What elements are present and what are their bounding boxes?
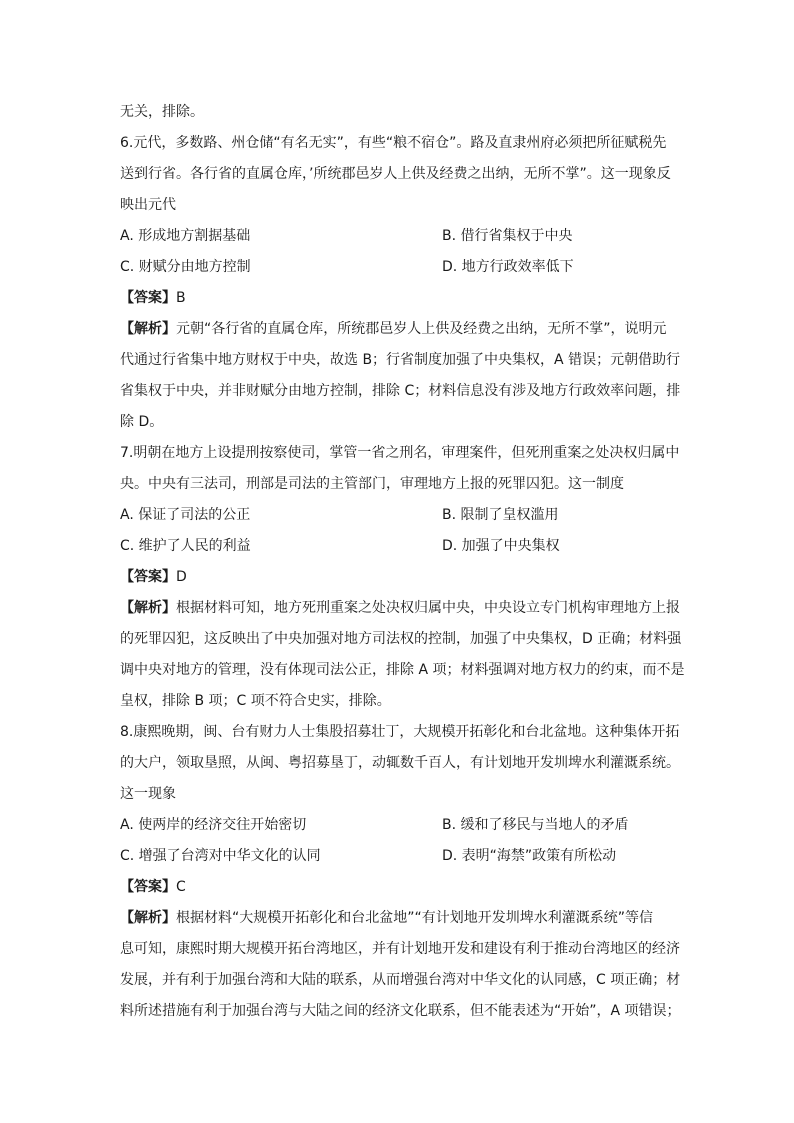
option-a: A. 保证了司法的公正 bbox=[120, 507, 251, 523]
analysis-line: 调中央对地方的管理，没有体现司法公正，排除 A 项；材料强调对地方权力的约束，而不是 bbox=[120, 662, 685, 678]
options-row bbox=[120, 841, 680, 872]
answer-line bbox=[120, 283, 680, 314]
question-stem-line: 6.元代，多数路、州仓储“有名无实”，有些“粮不宿仓”。路及直隶州府必须把所征赋税先 bbox=[120, 135, 667, 151]
answer-line bbox=[120, 562, 680, 593]
option-a: A. 使两岸的经济交往开始密切 bbox=[120, 817, 307, 833]
option-c: C. 增强了台湾对中华文化的认同 bbox=[120, 848, 321, 864]
analysis-line: 料所述措施有利于加强台湾与大陆之间的经济文化联系，但不能表述为“开始”，A 项错误； bbox=[120, 1003, 681, 1019]
document-page bbox=[120, 97, 685, 1027]
option-c: C. 财赋分由地方控制 bbox=[120, 259, 251, 275]
question-stem-line: 的大户，领取垦照，从闽、粤招募垦丁，动辄数千百人，有计划地开发圳埤水利灌溉系统。 bbox=[120, 755, 680, 771]
analysis-line: 发展，并有利于加强台湾和大陆的联系，从而增强台湾对中华文化的认同感，C 项正确；材 bbox=[120, 972, 681, 988]
analysis-line: 除 D。 bbox=[120, 414, 164, 430]
option-b: B. 限制了皇权滥用 bbox=[442, 507, 559, 523]
options-row bbox=[120, 252, 680, 283]
option-d: D. 表明“海禁”政策有所松动 bbox=[442, 848, 617, 864]
option-a: A. 形成地方割据基础 bbox=[120, 228, 251, 244]
options-row bbox=[120, 500, 680, 531]
question-stem-line: 映出元代 bbox=[120, 197, 176, 213]
question-6 bbox=[120, 128, 680, 438]
answer-line bbox=[120, 872, 680, 903]
answer-value: C bbox=[176, 879, 186, 895]
answer-tag: 【答案】 bbox=[120, 569, 176, 585]
question-7 bbox=[120, 438, 685, 717]
question-stem-line: 这一现象 bbox=[120, 786, 176, 802]
question-stem-line: 送到行省。各行省的直属仓库，’所统郡邑岁人上供及经费之出纳，无所不掌”。这一现象反 bbox=[120, 166, 671, 182]
question-8 bbox=[120, 717, 680, 1027]
analysis-text: 元朝“各行省的直属仓库，所统郡邑岁人上供及经费之出纳，无所不掌”，说明元 bbox=[176, 321, 667, 337]
option-d: D. 地方行政效率低下 bbox=[442, 259, 574, 275]
answer-tag: 【答案】 bbox=[120, 290, 176, 306]
question-stem-line: 8.康熙晚期，闽、台有财力人士集股招募壮丁，大规模开拓彰化和台北盆地。这种集体开拓 bbox=[120, 724, 680, 740]
options-row bbox=[120, 810, 680, 841]
option-c: C. 维护了人民的利益 bbox=[120, 538, 251, 554]
analysis-tag: 【解析】 bbox=[120, 910, 176, 926]
analysis-line bbox=[120, 903, 680, 934]
analysis-line bbox=[120, 593, 680, 624]
analysis-line: 息可知，康熙时期大规模开拓台湾地区，并有计划地开发和建设有利于推动台湾地区的经济 bbox=[120, 941, 680, 957]
answer-value: B bbox=[176, 290, 186, 306]
answer-value: D bbox=[176, 569, 187, 585]
question-stem-line: 7.明朝在地方上设提刑按察使司，掌管一省之刑名，审理案件，但死刑重案之处决权归属中 bbox=[120, 445, 680, 461]
analysis-line bbox=[120, 314, 680, 345]
option-b: B. 借行省集权于中央 bbox=[442, 228, 573, 244]
analysis-line: 皇权，排除 B 项；C 项不符合史实，排除。 bbox=[120, 693, 391, 709]
analysis-tag: 【解析】 bbox=[120, 321, 176, 337]
options-row bbox=[120, 531, 680, 562]
analysis-text: 根据材料可知，地方死刑重案之处决权归属中央，中央设立专门机构审理地方上报 bbox=[176, 600, 680, 616]
question-stem-line: 央。中央有三法司，刑部是司法的主管部门，审理地方上报的死罪囚犯。这一制度 bbox=[120, 476, 624, 492]
option-b: B. 缓和了移民与当地人的矛盾 bbox=[442, 817, 629, 833]
analysis-line: 的死罪囚犯，这反映出了中央加强对地方司法权的控制，加强了中央集权，D 正确；材料强 bbox=[120, 631, 682, 647]
answer-tag: 【答案】 bbox=[120, 879, 176, 895]
analysis-tag: 【解析】 bbox=[120, 600, 176, 616]
options-row bbox=[120, 221, 680, 252]
intro-line: 无关，排除。 bbox=[120, 104, 204, 120]
option-d: D. 加强了中央集权 bbox=[442, 538, 560, 554]
analysis-line: 代通过行省集中地方财权于中央，故选 B；行省制度加强了中央集权，A 错误；元朝借助行 bbox=[120, 352, 681, 368]
analysis-line: 省集权于中央，并非财赋分由地方控制，排除 C；材料信息没有涉及地方行政效率问题，排 bbox=[120, 383, 681, 399]
analysis-text: 根据材料“大规模开拓彰化和台北盆地”“有计划地开发圳埤水利灌溉系统”等信 bbox=[176, 910, 654, 926]
